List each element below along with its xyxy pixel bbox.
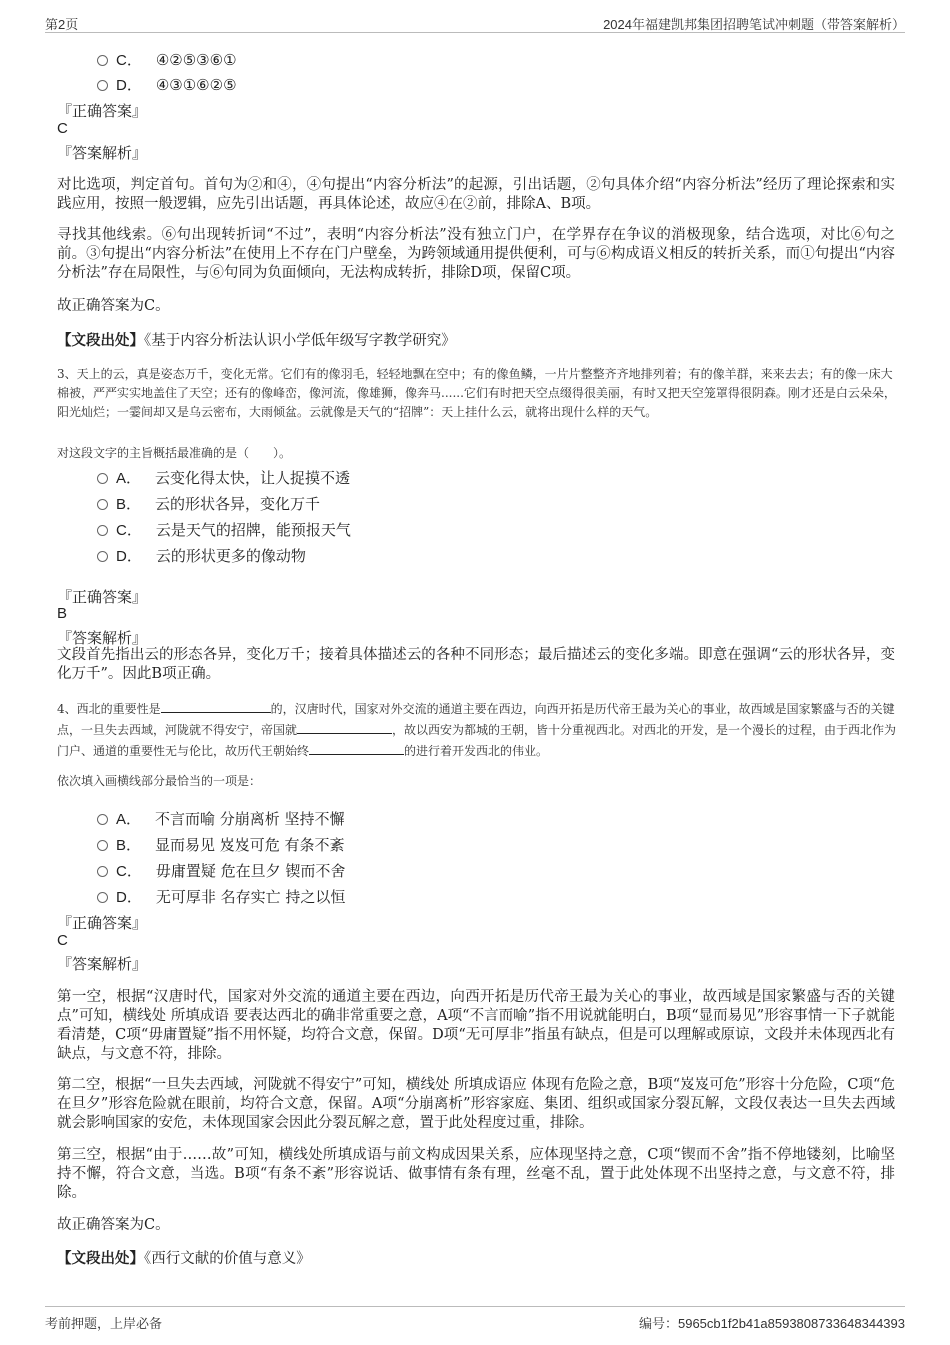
blank-3 bbox=[309, 740, 404, 755]
radio-icon[interactable] bbox=[97, 80, 108, 91]
analysis-conclusion: 故正确答案为C。 bbox=[57, 1217, 170, 1233]
analysis-paragraph: 第二空，根据“一旦失去西域，河陇就不得安宁”可知，横线处 所填成语应 体现有危险之意，B项“岌岌可危”形容十分危险，C项“危在旦夕”形容危险就在眼前，均符合文意，保留。A项“分崩离析”形容家庭、集团、组织或国家分裂瓦解，文段仅表达一旦失去西域就会影响国家的安危，未体现国家会因此分裂瓦解之意，置于此处程度过重，排除。 bbox=[57, 1077, 895, 1131]
option-b[interactable]: B． 云的形状各异，变化万千 bbox=[97, 493, 320, 514]
question-3-prompt: 对这段文字的主旨概括最准确的是（ ）。 bbox=[57, 446, 292, 460]
question-3-text: 3、天上的云，真是姿态万千，变化无常。它们有的像羽毛，轻轻地飘在空中；有的像鱼鳞，一片片整整齐齐地排列着；有的像羊群，来来去去；有的像一床大棉被，严严实实地盖住了天空；还有的像峰峦，像河流，像雄狮，像奔马......它们有时把天空点缀得很美丽，有时又把天空笼罩得很阴森。刚才还是白云朵朵，阳光灿烂；一霎间却又是乌云密布，大雨倾盆。云就像是天气的“招牌”：天上挂什么云，就将出现什么样的天气。 bbox=[57, 367, 896, 419]
correct-answer: C bbox=[57, 120, 68, 137]
analysis-conclusion: 故正确答案为C。 bbox=[57, 298, 170, 314]
option-c[interactable]: C． 云是天气的招牌，能预报天气 bbox=[97, 519, 351, 540]
correct-answer-label: 『正确答案』 bbox=[57, 914, 148, 932]
source-line bbox=[57, 1249, 895, 1269]
analysis-paragraph: 对比选项，判定首句。首句为②和④，④句提出“内容分析法”的起源，引出话题，②句具体介绍“内容分析法”经历了理论探索和实践应用，按照一般逻辑，应先引出话题，再具体论述，故应④在②前，排除A、B项。 bbox=[57, 177, 895, 212]
analysis-paragraph: 文段首先指出云的形态各异，变化万千；接着具体描述云的各种不同形态；最后描述云的变化多端。即意在强调“云的形状各异，变化万千”。因此B项正确。 bbox=[57, 647, 895, 682]
option-c[interactable]: C． 毋庸置疑 危在旦夕 锲而不舍 bbox=[97, 860, 345, 881]
analysis-label: 『答案解析』 bbox=[57, 629, 148, 647]
radio-icon[interactable] bbox=[97, 814, 108, 825]
blank-1 bbox=[161, 698, 271, 713]
option-a[interactable]: A． 云变化得太快，让人捉摸不透 bbox=[97, 467, 350, 488]
page-number: 第2页 bbox=[45, 17, 79, 32]
analysis-paragraph: 寻找其他线索。⑥句出现转折词“不过”，表明“内容分析法”没有独立门户，在学界存在争议的消极现象，结合选项，对比⑥句之前。③句提出“内容分析法”在使用上不存在门户壁垒，为跨领域通用提供便利，可与⑥构成语义相反的转折关系，而①句提出“内容分析法”存在局限性，与⑥句同为负面倾向，无法构成转折，排除D项，保留C项。 bbox=[57, 227, 895, 281]
option-d[interactable]: D． ④③①⑥②⑤ bbox=[97, 74, 237, 95]
question-4-text: 4、西北的重要性是 的，汉唐时代，国家对外交流的通道主要在西边，向西开拓是历代帝王最为关心的事业，故西域是国家繁盛与否的关键点，一旦失去西域，河陇就不得安宁，帝国就 ，故以西安为都城的王朝，皆十分重视西北。对西北的开发，是一个漫长的过程，由于西北作为门户、通道的重要性无与伦比，故历代王朝始终 的进行着开发西北的伟业。 bbox=[57, 698, 897, 761]
source-title: 《基于内容分析法认识小学低年级写字教学研究》 bbox=[144, 333, 456, 349]
analysis-label: 『答案解析』 bbox=[57, 144, 148, 162]
option-c[interactable]: C． ④②⑤③⑥① bbox=[97, 49, 237, 70]
correct-answer: B bbox=[57, 605, 68, 622]
correct-answer-label: 『正确答案』 bbox=[57, 102, 148, 120]
document-title: 2024年福建凯邦集团招聘笔试冲刺题（带答案解析） bbox=[603, 17, 905, 32]
analysis-label: 『答案解析』 bbox=[57, 955, 148, 973]
radio-icon[interactable] bbox=[97, 473, 108, 484]
option-b[interactable]: B． 显而易见 岌岌可危 有条不紊 bbox=[97, 834, 345, 855]
radio-icon[interactable] bbox=[97, 525, 108, 536]
radio-icon[interactable] bbox=[97, 55, 108, 66]
radio-icon[interactable] bbox=[97, 499, 108, 510]
radio-icon[interactable] bbox=[97, 892, 108, 903]
option-d[interactable]: D． 云的形状更多的像动物 bbox=[97, 545, 306, 566]
correct-answer-label: 『正确答案』 bbox=[57, 588, 148, 606]
page-footer bbox=[45, 1306, 905, 1329]
source-label: 【文段出处】 bbox=[57, 332, 144, 349]
footer-slogan: 考前押题，上岸必备 bbox=[45, 1316, 163, 1331]
question-4-prompt: 依次填入画横线部分最恰当的一项是： bbox=[57, 774, 262, 788]
radio-icon[interactable] bbox=[97, 551, 108, 562]
page-header bbox=[45, 12, 905, 33]
radio-icon[interactable] bbox=[97, 840, 108, 851]
source-title: 《西行文献的价值与意义》 bbox=[144, 1251, 311, 1267]
option-d[interactable]: D． 无可厚非 名存实亡 持之以恒 bbox=[97, 886, 345, 907]
option-a[interactable]: A． 不言而喻 分崩离析 坚持不懈 bbox=[97, 808, 345, 829]
correct-answer: C bbox=[57, 932, 68, 949]
analysis-paragraph: 第一空，根据“汉唐时代，国家对外交流的通道主要在西边，向西开拓是历代帝王最为关心的事业，故西域是国家繁盛与否的关键点”可知，横线处 所填成语 要表达西北的确非常重要之意，A项“不言而喻”指不用说就能明白，B项“显而易见”形容事情一下子就能看清楚，C项“毋庸置疑”指不用怀疑，均符合文意，保留。D项“无可厚非”指虽有缺点，但是可以理解或原谅，文段并未体现西北有缺点，与文意不符，排除。 bbox=[57, 989, 895, 1062]
blank-2 bbox=[297, 719, 392, 734]
source-label: 【文段出处】 bbox=[57, 1250, 144, 1267]
document-code: 编号：5965cb1f2b41a8593808733648344393 bbox=[638, 1316, 905, 1331]
source-line bbox=[57, 331, 895, 351]
radio-icon[interactable] bbox=[97, 866, 108, 877]
analysis-paragraph: 第三空，根据“由于……故”可知，横线处所填成语与前文构成因果关系，应体现坚持之意，C项“锲而不舍”指不停地镂刻，比喻坚持不懈，符合文意，当选。B项“有条不紊”形容说话、做事情有条有理，丝毫不乱，置于此处体现不出坚持之意，与文意不符，排除。 bbox=[57, 1147, 895, 1201]
